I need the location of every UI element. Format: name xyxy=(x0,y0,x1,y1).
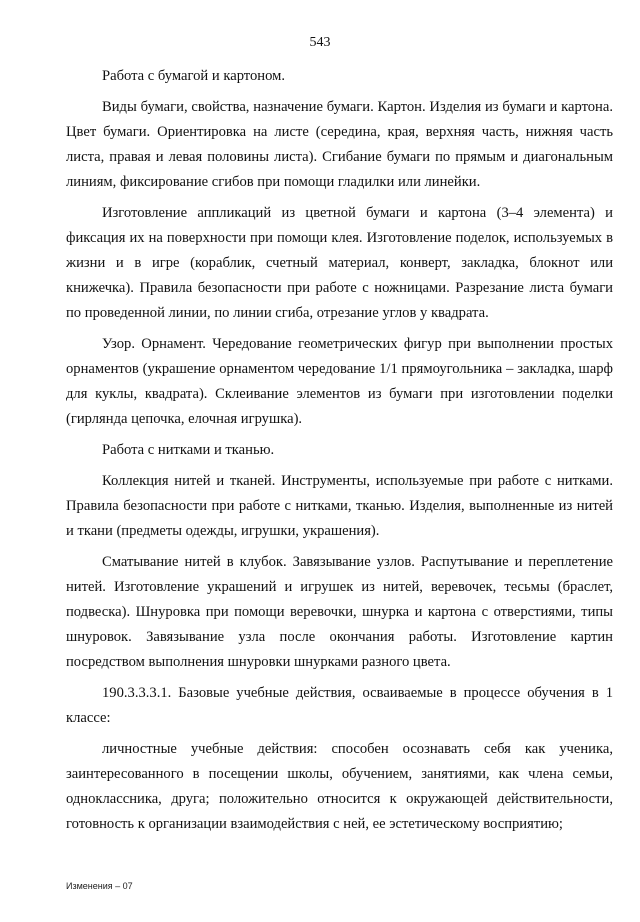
paragraph: личностные учебные действия: способен осознавать себя как ученика, заинтересованного в посещении школы, обучением, занятиями, как члена семьи, одноклассника, друга; положительно относится к окружающей действительности, готовность к организации взаимодействия с ней, ее эстетическому восприятию; xyxy=(66,741,613,832)
paragraph: Узор. Орнамент. Чередование геометрических фигур при выполнении простых орнаментов (украшение орнаментом чередование 1/1 прямоугольника – закладка, шарф для куклы, квадрата). Склеивание элементов из бумаги при изготовлении поделки (гирлянда цепочка, елочная игрушка). xyxy=(66,336,613,427)
paragraph-section-title-paper: Работа с бумагой и картоном. xyxy=(102,68,285,84)
paragraph-numbered-clause: 190.3.3.3.1. Базовые учебные действия, осваиваемые в процессе обучения в 1 классе: xyxy=(66,685,613,726)
footer-note: Изменения – 07 xyxy=(66,881,133,891)
document-body xyxy=(66,64,613,843)
paragraph: Изготовление аппликаций из цветной бумаги и картона (3–4 элемента) и фиксация их на поверхности при помощи клея. Изготовление поделок, используемых в жизни и в игре (кораблик, счетный материал, конверт, закладка, блокнот или книжечка). Правила безопасности при работе с ножницами. Разрезание листа бумаги по проведенной линии, по линии сгиба, отрезание углов у квадрата. xyxy=(66,205,613,321)
paragraph-section-title-threads: Работа с нитками и тканью. xyxy=(102,442,275,458)
paragraph: Сматывание нитей в клубок. Завязывание узлов. Распутывание и переплетение нитей. Изготовление украшений и игрушек из нитей, веревочек, тесьмы (браслет, подвеска). Шнуровка при помощи веревочки, шнурка и картона с отверстиями, типы шнуровок. Завязывание узла после окончания работы. Изготовление картин посредством выполнения шнуровки шнурками разного цвета. xyxy=(66,554,613,670)
page-number: 543 xyxy=(309,35,331,50)
paragraph: Коллекция нитей и тканей. Инструменты, используемые при работе с нитками. Правила безопасности при работе с нитками, тканью. Изделия, выполненные из нитей и ткани (предметы одежды, игрушки, украшения). xyxy=(66,473,613,539)
paragraph: Виды бумаги, свойства, назначение бумаги. Картон. Изделия из бумаги и картона. Цвет бумаги. Ориентировка на листе (середина, края, верхняя часть, нижняя часть листа, правая и левая половины листа). Сгибание бумаги по прямым и диагональным линиям, фиксирование сгибов при помощи гладилки или линейки. xyxy=(66,99,613,190)
